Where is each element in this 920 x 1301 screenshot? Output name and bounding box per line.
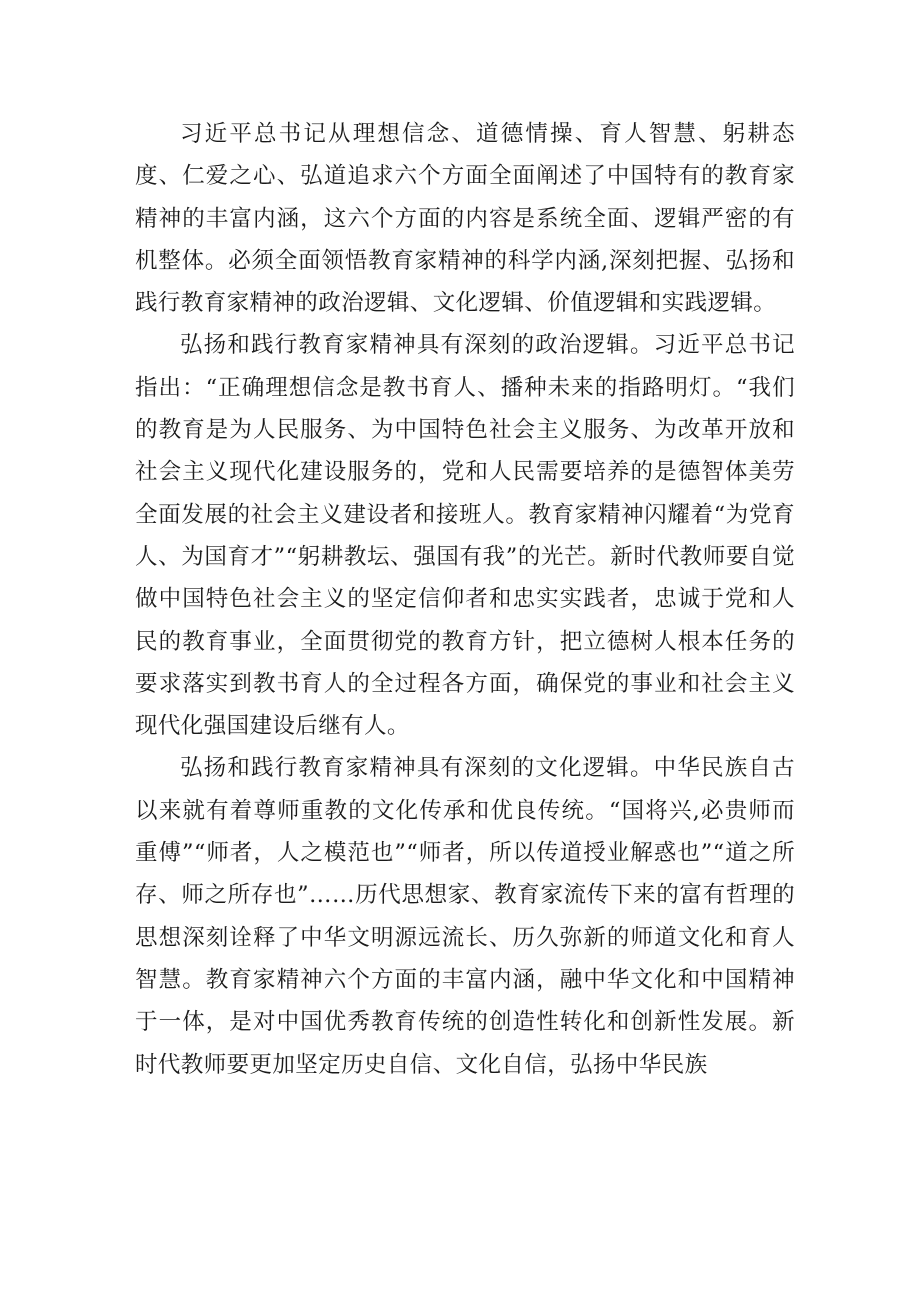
document-body	[135, 113, 795, 1086]
paragraph-cultural-logic: 弘扬和践行教育家精神具有深刻的文化逻辑。中华民族自古以来就有着尊师重教的文化传承和优良传统。“国将兴,必贵师而重傅”“师者，人之模范也”“师者，所以传道授业解惑也”“道之所存、师之所存也”……历代思想家、教育家流传下来的富有哲理的思想深刻诠释了中华文明源远流长、历久弥新的师道文化和育人智慧。教育家精神六个方面的丰富内涵，融中华文化和中国精神于一体，是对中国优秀教育传统的创造性转化和创新性发展。新时代教师要更加坚定历史自信、文化自信，弘扬中华民族	[135, 755, 795, 1078]
paragraph-political-logic: 弘扬和践行教育家精神具有深刻的政治逻辑。习近平总书记指出：“正确理想信念是教书育人、播种未来的指路明灯。“我们的教育是为人民服务、为中国特色社会主义服务、为改革开放和社会主义现代化建设服务的，党和人民需要培养的是德智体美劳全面发展的社会主义建设者和接班人。教育家精神闪耀着“为党育人、为国育才”“躬耕教坛、强国有我”的光芒。新时代教师要自觉做中国特色社会主义的坚定信仰者和忠实实践者，忠诚于党和人民的教育事业，全面贯彻党的教育方针，把立德树人根本任务的要求落实到教书育人的全过程各方面，确保党的事业和社会主义现代化强国建设后继有人。	[135, 332, 795, 740]
paragraph-intro: 习近平总书记从理想信念、道德情操、育人智慧、躬耕态度、仁爱之心、弘道追求六个方面全面阐述了中国特有的教育家精神的丰富内涵，这六个方面的内容是系统全面、逻辑严密的有机整体。必须全面领悟教育家精神的科学内涵,深刻把握、弘扬和践行教育家精神的政治逻辑、文化逻辑、价值逻辑和实践逻辑。	[135, 121, 795, 317]
